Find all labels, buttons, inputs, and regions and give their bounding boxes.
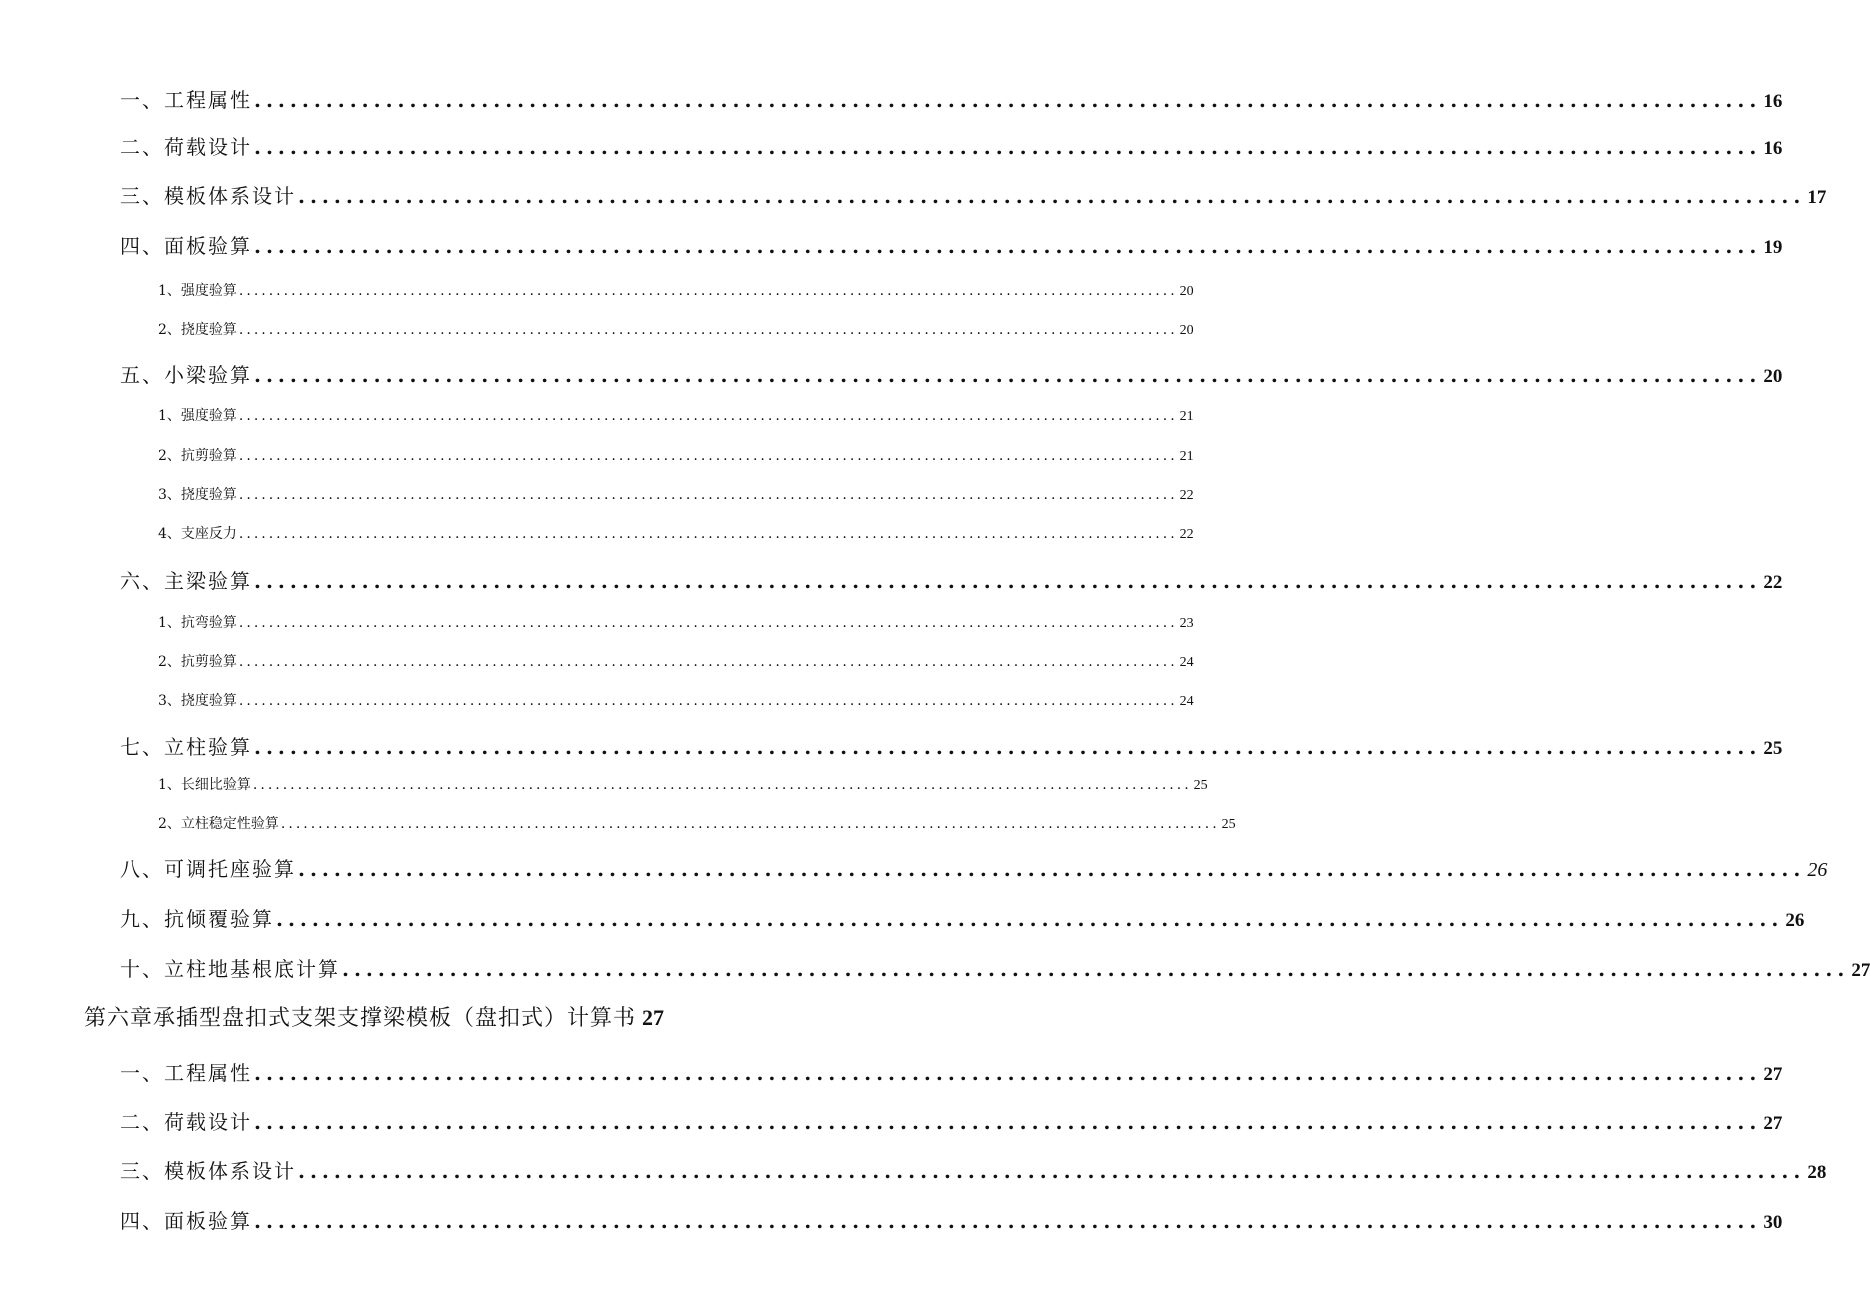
- toc-leader-dots: ..............................................................................................................................: [254, 234, 1762, 258]
- toc-entry[interactable]: [120, 953, 1870, 982]
- toc-entry[interactable]: [120, 565, 1783, 594]
- toc-entry[interactable]: [120, 180, 1827, 209]
- toc-page-number: 20: [1179, 323, 1194, 338]
- toc-entry-label: 3、挠度验算: [158, 693, 237, 709]
- toc-entry[interactable]: [120, 1057, 1783, 1086]
- toc-entry[interactable]: [158, 651, 1194, 671]
- toc-leader-dots: ..............................................................................................................................: [238, 408, 1178, 424]
- toc-leader-dots: ..............................................................................................................................: [238, 693, 1178, 709]
- toc-entry-label: 八、可调托座验算: [120, 857, 296, 881]
- toc-entry[interactable]: [158, 319, 1194, 339]
- toc-page-number: 28: [1807, 1162, 1827, 1183]
- toc-page-number: 22: [1763, 572, 1783, 593]
- toc-entry[interactable]: [158, 445, 1194, 465]
- toc-page-number: 24: [1179, 694, 1194, 709]
- toc-entry-label: 1、强度验算: [158, 408, 237, 424]
- toc-entry-label: 1、抗弯验算: [158, 615, 237, 631]
- toc-leader-dots: ..............................................................................................................................: [280, 816, 1220, 832]
- toc-leader-dots: ..............................................................................................................................: [254, 1209, 1762, 1233]
- toc-page-number: 17: [1807, 187, 1827, 208]
- toc-page-number: 22: [1179, 527, 1194, 542]
- toc-page-number: 24: [1179, 655, 1194, 670]
- toc-page-number: 26: [1785, 910, 1805, 931]
- toc-entry-label: 七、立柱验算: [120, 735, 252, 759]
- toc-entry-label: 十、立柱地基根底计算: [120, 957, 340, 981]
- toc-page-number: 27: [1851, 960, 1870, 981]
- toc-leader-dots: ..............................................................................................................................: [254, 1110, 1762, 1134]
- toc-page-number: 16: [1763, 91, 1783, 112]
- toc-page-number: 25: [1193, 778, 1208, 793]
- toc-entry[interactable]: [158, 774, 1208, 794]
- toc-page-number: 21: [1179, 409, 1194, 424]
- toc-entry-label: 五、小梁验算: [120, 363, 252, 387]
- toc-leader-dots: ..............................................................................................................................: [298, 184, 1806, 208]
- toc-leader-dots: ..............................................................................................................................: [254, 135, 1762, 159]
- toc-leader-dots: ..............................................................................................................................: [252, 777, 1192, 793]
- toc-leader-dots: ..............................................................................................................................: [254, 1061, 1762, 1085]
- toc-page-number: 27: [642, 1005, 665, 1030]
- toc-page-number: 16: [1763, 138, 1783, 159]
- toc-entry-label: 3、挠度验算: [158, 487, 237, 503]
- toc-entry-label: 六、主梁验算: [120, 569, 252, 593]
- toc-entry[interactable]: [158, 405, 1194, 425]
- toc-page-number: 27: [1763, 1113, 1783, 1134]
- toc-entry-label: 三、模板体系设计: [120, 1159, 296, 1183]
- toc-page-number: 21: [1179, 449, 1194, 464]
- toc-leader-dots: ..............................................................................................................................: [238, 448, 1178, 464]
- toc-leader-dots: ..............................................................................................................................: [298, 1159, 1806, 1183]
- toc-entry-label: 二、荷载设计: [120, 135, 252, 159]
- toc-entry-label: 九、抗倾覆验算: [120, 907, 274, 931]
- toc-page-number: 23: [1179, 616, 1194, 631]
- toc-leader-dots: ..............................................................................................................................: [276, 907, 1784, 931]
- toc-page-number: 19: [1763, 237, 1783, 258]
- toc-leader-dots: ..............................................................................................................................: [254, 88, 1762, 112]
- toc-entry[interactable]: [120, 131, 1783, 160]
- toc-entry[interactable]: [158, 484, 1194, 504]
- toc-entry-label: 一、工程属性: [120, 1061, 252, 1085]
- toc-entry-label: 2、抗剪验算: [158, 448, 237, 464]
- toc-entry[interactable]: [158, 612, 1194, 632]
- toc-leader-dots: ..............................................................................................................................: [254, 735, 1762, 759]
- toc-entry[interactable]: [120, 359, 1783, 388]
- toc-entry-label: 三、模板体系设计: [120, 184, 296, 208]
- toc-entry[interactable]: [120, 1205, 1783, 1234]
- toc-entry[interactable]: [120, 1155, 1827, 1184]
- toc-entry[interactable]: [158, 690, 1194, 710]
- toc-leader-dots: ..............................................................................................................................: [342, 957, 1850, 981]
- toc-page-number: 25: [1221, 817, 1236, 832]
- toc-entry-label: 1、强度验算: [158, 283, 237, 299]
- toc-entry-label: 一、工程属性: [120, 88, 252, 112]
- toc-leader-dots: ..............................................................................................................................: [238, 526, 1178, 542]
- toc-leader-dots: ..............................................................................................................................: [238, 487, 1178, 503]
- toc-page-number: 25: [1763, 738, 1783, 759]
- toc-page-number: 30: [1763, 1212, 1783, 1233]
- toc-entry[interactable]: [120, 84, 1783, 113]
- toc-entry[interactable]: [120, 731, 1783, 760]
- toc-entry-label: 二、荷载设计: [120, 1110, 252, 1134]
- toc-entry-label: 2、抗剪验算: [158, 654, 237, 670]
- toc-page-number: 27: [1763, 1064, 1783, 1085]
- toc-leader-dots: ..............................................................................................................................: [298, 857, 1806, 881]
- toc-entry[interactable]: [120, 903, 1805, 932]
- toc-entry-label: 四、面板验算: [120, 1209, 252, 1233]
- toc-page-number: 20: [1179, 284, 1194, 299]
- toc-page-number: 26: [1807, 859, 1828, 881]
- toc-leader-dots: ..............................................................................................................................: [254, 569, 1762, 593]
- toc-entry-label: 1、长细比验算: [158, 777, 251, 793]
- toc-entry[interactable]: [158, 523, 1194, 543]
- toc-entry[interactable]: [120, 853, 1828, 882]
- toc-chapter-entry[interactable]: [84, 1001, 724, 1032]
- toc-leader-dots: ..............................................................................................................................: [238, 654, 1178, 670]
- toc-entry[interactable]: [120, 230, 1783, 259]
- toc-entry-label: 第六章承插型盘扣式支架支撑梁模板（盘扣式）计算书: [84, 1006, 637, 1031]
- toc-entry[interactable]: [158, 813, 1236, 833]
- toc-entry-label: 2、立柱稳定性验算: [158, 816, 279, 832]
- toc-entry-label: 2、挠度验算: [158, 322, 237, 338]
- toc-page-number: 20: [1763, 366, 1783, 387]
- toc-page-number: 22: [1179, 488, 1194, 503]
- toc-entry[interactable]: [158, 280, 1194, 300]
- toc-entry-label: 四、面板验算: [120, 234, 252, 258]
- toc-leader-dots: ..............................................................................................................................: [254, 363, 1762, 387]
- toc-leader-dots: ..............................................................................................................................: [238, 283, 1178, 299]
- toc-entry[interactable]: [120, 1106, 1783, 1135]
- toc-entry-label: 4、支座反力: [158, 526, 237, 542]
- toc-leader-dots: ..............................................................................................................................: [238, 322, 1178, 338]
- toc-leader-dots: ..............................................................................................................................: [238, 615, 1178, 631]
